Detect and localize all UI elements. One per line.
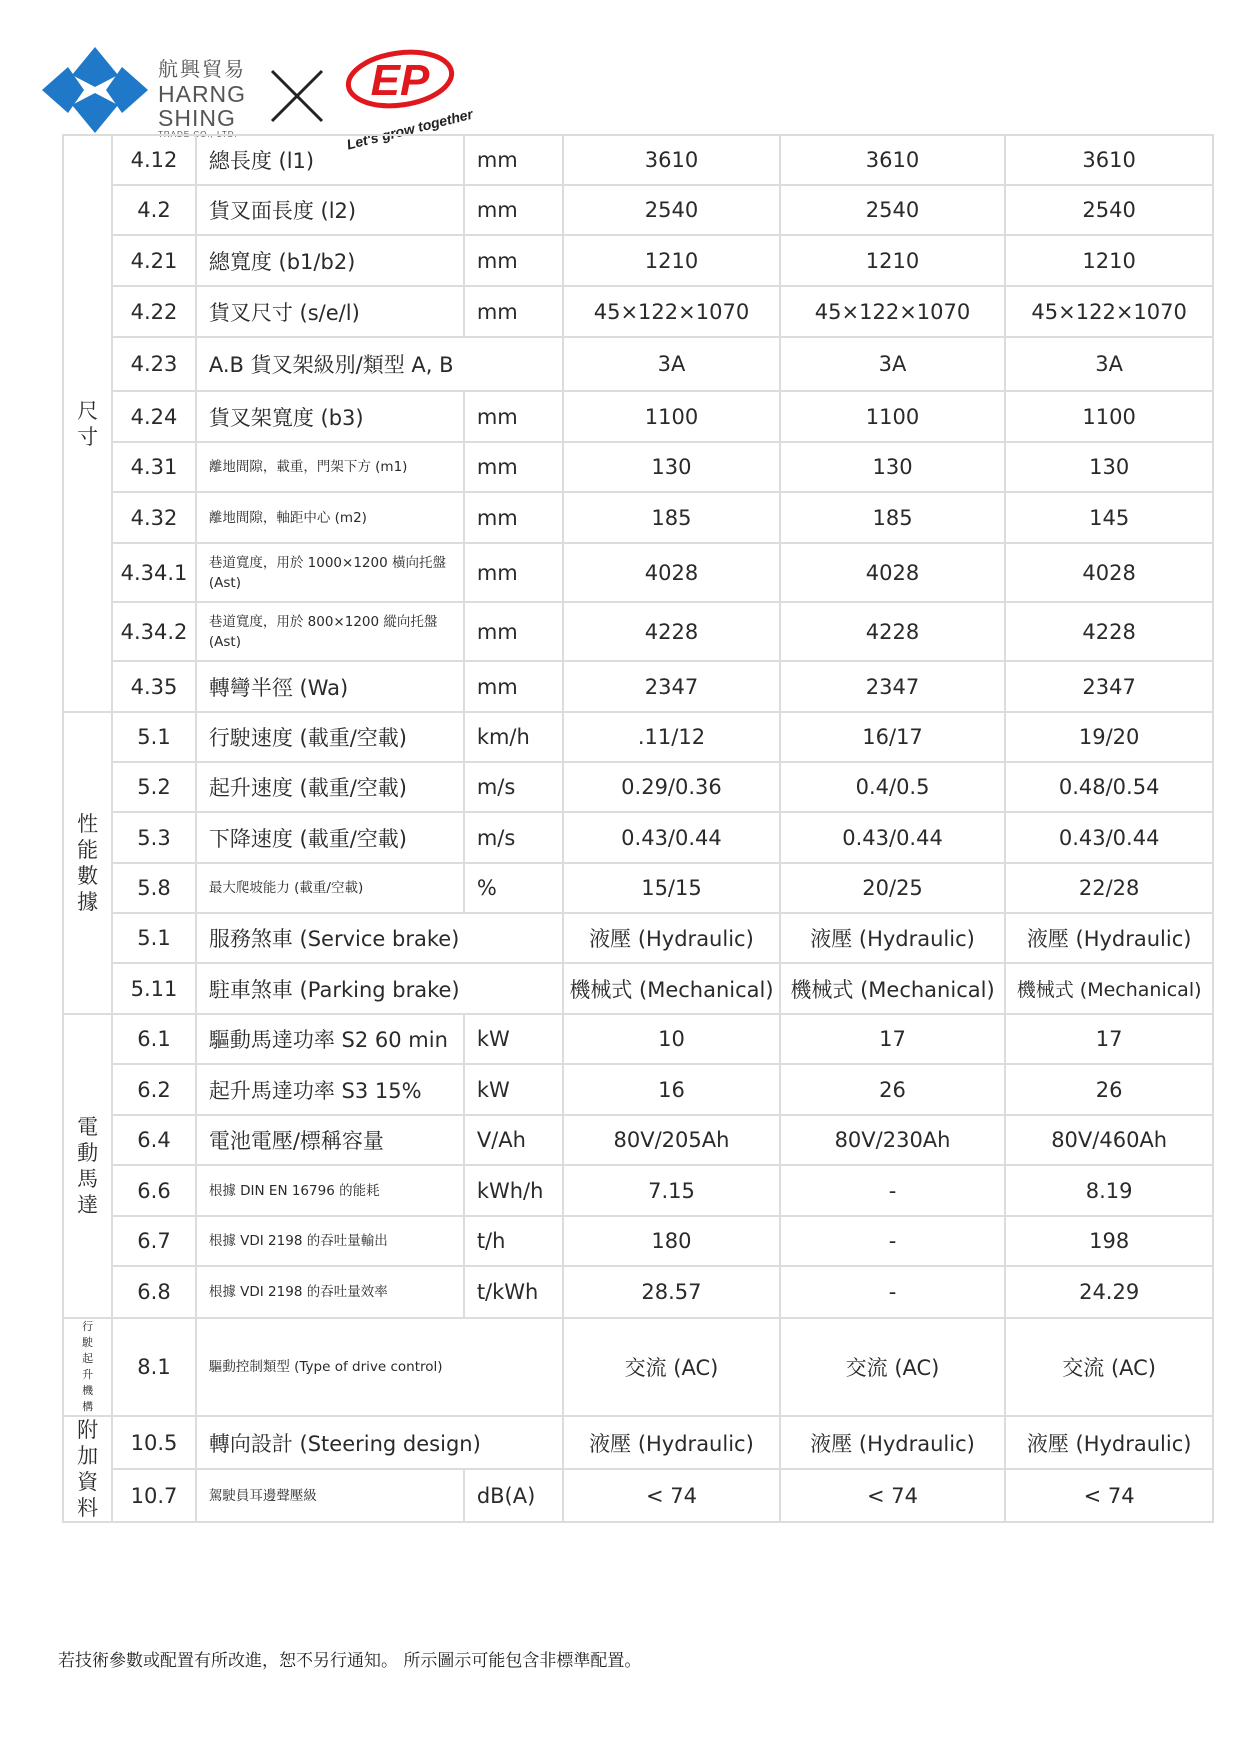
value-model-3: 2347: [1005, 661, 1213, 712]
value-model-3: 26: [1005, 1064, 1213, 1115]
row-unit: dB(A): [464, 1469, 563, 1522]
footer-note: 若技術參數或配置有所改進，恕不另行通知。 所示圖示可能包含非標準配置。: [58, 1651, 642, 1671]
value-model-1: 交流 (AC): [563, 1318, 780, 1416]
row-description: 根據 VDI 2198 的吞吐量輸出: [196, 1216, 464, 1266]
row-number: 6.4: [112, 1115, 196, 1165]
row-unit: mm: [464, 602, 563, 661]
value-model-3: 2540: [1005, 185, 1213, 235]
row-number: 10.5: [112, 1416, 196, 1469]
value-model-2: 液壓 (Hydraulic): [780, 913, 1006, 963]
row-unit: mm: [464, 391, 563, 442]
table-row: [63, 602, 1213, 661]
table-row: [63, 1115, 1213, 1165]
row-description: 根據 VDI 2198 的吞吐量效率: [196, 1266, 464, 1318]
row-description: 驅動控制類型 (Type of drive control): [196, 1318, 563, 1416]
row-number: 6.8: [112, 1266, 196, 1318]
row-number: 4.34.2: [112, 602, 196, 661]
table-row: [63, 185, 1213, 235]
table-row: [63, 863, 1213, 913]
row-description: 轉向設計 (Steering design): [196, 1416, 563, 1469]
value-model-1: 3610: [563, 135, 780, 185]
row-number: 5.1: [112, 913, 196, 963]
row-unit: km/h: [464, 712, 563, 762]
value-model-1: 80V/205Ah: [563, 1115, 780, 1165]
value-model-2: 185: [780, 492, 1006, 543]
value-model-3: < 74: [1005, 1469, 1213, 1522]
row-number: 4.35: [112, 661, 196, 712]
table-row: [63, 1216, 1213, 1266]
row-number: 4.32: [112, 492, 196, 543]
row-description: 服務煞車 (Service brake): [196, 913, 563, 963]
category-dimensions: 尺 寸: [63, 135, 112, 712]
value-model-1: 液壓 (Hydraulic): [563, 913, 780, 963]
row-number: 4.22: [112, 286, 196, 337]
value-model-2: -: [780, 1216, 1006, 1266]
value-model-2: 機械式 (Mechanical): [780, 963, 1006, 1014]
row-unit: V/Ah: [464, 1115, 563, 1165]
harng-shing-logo-icon: [40, 45, 150, 135]
value-model-1: 4228: [563, 602, 780, 661]
value-model-3: 1100: [1005, 391, 1213, 442]
table-row: [63, 543, 1213, 602]
value-model-1: 0.29/0.36: [563, 762, 780, 812]
table-row: [63, 1165, 1213, 1216]
table-row: [63, 1416, 1213, 1469]
value-model-2: 4028: [780, 543, 1006, 602]
row-unit: mm: [464, 286, 563, 337]
row-unit: mm: [464, 442, 563, 492]
value-model-2: 2347: [780, 661, 1006, 712]
table-row: [63, 913, 1213, 963]
cross-icon: [268, 67, 326, 125]
value-model-2: 1210: [780, 235, 1006, 286]
company-name-en-1: HARNG: [158, 81, 247, 107]
value-model-1: 16: [563, 1064, 780, 1115]
table-row: [63, 235, 1213, 286]
row-description: 駐車煞車 (Parking brake): [196, 963, 563, 1014]
table-row: [63, 391, 1213, 442]
company-name-en-3: TRADE CO., LTD.: [158, 130, 238, 139]
value-model-1: 1210: [563, 235, 780, 286]
row-description: 起升速度 (載重/空載): [196, 762, 464, 812]
value-model-2: -: [780, 1266, 1006, 1318]
row-unit: t/kWh: [464, 1266, 563, 1318]
value-model-2: < 74: [780, 1469, 1006, 1522]
row-number: 6.7: [112, 1216, 196, 1266]
row-number: 6.6: [112, 1165, 196, 1216]
table-row: [63, 442, 1213, 492]
table-row: [63, 337, 1213, 391]
row-description: 離地間隙，軸距中心 (m2): [196, 492, 464, 543]
row-unit: mm: [464, 492, 563, 543]
spec-table-body: [63, 135, 1213, 1522]
value-model-2: 0.4/0.5: [780, 762, 1006, 812]
value-model-1: < 74: [563, 1469, 780, 1522]
value-model-3: 0.43/0.44: [1005, 812, 1213, 863]
table-row: [63, 1014, 1213, 1064]
value-model-1: 3A: [563, 337, 780, 391]
category-electric-motor: 電 動 馬 達: [63, 1014, 112, 1318]
value-model-3: 3610: [1005, 135, 1213, 185]
category-additional: 附 加 資 料: [63, 1416, 112, 1522]
spec-table: [62, 134, 1214, 1523]
row-number: 4.31: [112, 442, 196, 492]
value-model-2: 26: [780, 1064, 1006, 1115]
value-model-3: 80V/460Ah: [1005, 1115, 1213, 1165]
value-model-1: 10: [563, 1014, 780, 1064]
value-model-2: 45×122×1070: [780, 286, 1006, 337]
value-model-1: 130: [563, 442, 780, 492]
row-description: A.B 貨叉架級別/類型 A, B: [196, 337, 563, 391]
row-unit: mm: [464, 135, 563, 185]
value-model-1: 7.15: [563, 1165, 780, 1216]
value-model-3: 22/28: [1005, 863, 1213, 913]
header: [40, 45, 475, 153]
value-model-2: 1100: [780, 391, 1006, 442]
value-model-3: 液壓 (Hydraulic): [1005, 913, 1213, 963]
category-drive-mechanism: 行 駛 起 升 機 構: [63, 1318, 112, 1416]
row-number: 5.8: [112, 863, 196, 913]
row-description: 離地間隙，載重，門架下方 (m1): [196, 442, 464, 492]
table-row: [63, 1469, 1213, 1522]
table-row: [63, 661, 1213, 712]
value-model-3: 130: [1005, 442, 1213, 492]
row-description: 驅動馬達功率 S2 60 min: [196, 1014, 464, 1064]
table-row: [63, 812, 1213, 863]
value-model-3: 8.19: [1005, 1165, 1213, 1216]
table-row: [63, 712, 1213, 762]
value-model-1: 185: [563, 492, 780, 543]
value-model-3: 145: [1005, 492, 1213, 543]
value-model-1: 28.57: [563, 1266, 780, 1318]
table-row: [63, 1064, 1213, 1115]
value-model-2: 80V/230Ah: [780, 1115, 1006, 1165]
value-model-1: 45×122×1070: [563, 286, 780, 337]
value-model-2: 交流 (AC): [780, 1318, 1006, 1416]
value-model-2: 3610: [780, 135, 1006, 185]
value-model-2: 20/25: [780, 863, 1006, 913]
table-row: [63, 1266, 1213, 1318]
row-number: 10.7: [112, 1469, 196, 1522]
company-name-en-2: SHING: [158, 105, 236, 131]
value-model-1: 180: [563, 1216, 780, 1266]
row-number: 5.11: [112, 963, 196, 1014]
row-description: 總長度 (l1): [196, 135, 464, 185]
row-description: 轉彎半徑 (Wa): [196, 661, 464, 712]
row-description: 總寬度 (b1/b2): [196, 235, 464, 286]
row-number: 4.23: [112, 337, 196, 391]
row-unit: t/h: [464, 1216, 563, 1266]
value-model-2: 3A: [780, 337, 1006, 391]
value-model-3: 交流 (AC): [1005, 1318, 1213, 1416]
value-model-1: 1100: [563, 391, 780, 442]
company-name: [158, 53, 246, 139]
row-unit: kWh/h: [464, 1165, 563, 1216]
table-row: [63, 1318, 1213, 1416]
row-unit: mm: [464, 185, 563, 235]
row-description: 根據 DIN EN 16796 的能耗: [196, 1165, 464, 1216]
value-model-2: 0.43/0.44: [780, 812, 1006, 863]
ep-slogan: Let's grow together: [345, 105, 475, 153]
ep-logo-text: EP: [370, 56, 430, 105]
row-unit: kW: [464, 1014, 563, 1064]
value-model-2: 16/17: [780, 712, 1006, 762]
value-model-3: 198: [1005, 1216, 1213, 1266]
row-number: 4.12: [112, 135, 196, 185]
value-model-2: 2540: [780, 185, 1006, 235]
row-unit: m/s: [464, 812, 563, 863]
value-model-1: 2347: [563, 661, 780, 712]
table-row: [63, 762, 1213, 812]
value-model-3: 1210: [1005, 235, 1213, 286]
value-model-3: 3A: [1005, 337, 1213, 391]
value-model-3: 24.29: [1005, 1266, 1213, 1318]
row-description: 貨叉架寬度 (b3): [196, 391, 464, 442]
value-model-1: 15/15: [563, 863, 780, 913]
value-model-3: 4028: [1005, 543, 1213, 602]
value-model-1: 4028: [563, 543, 780, 602]
table-row: [63, 963, 1213, 1014]
value-model-2: 130: [780, 442, 1006, 492]
value-model-2: 17: [780, 1014, 1006, 1064]
row-unit: %: [464, 863, 563, 913]
row-unit: mm: [464, 661, 563, 712]
value-model-3: 0.48/0.54: [1005, 762, 1213, 812]
value-model-3: 機械式 (Mechanical): [1005, 963, 1213, 1014]
ep-logo-icon: [340, 47, 460, 117]
row-unit: mm: [464, 235, 563, 286]
table-row: [63, 286, 1213, 337]
row-unit: mm: [464, 543, 563, 602]
category-performance: 性 能 數 據: [63, 712, 112, 1014]
row-description: 巷道寬度，用於 1000×1200 橫向托盤 (Ast): [196, 543, 464, 602]
row-number: 5.1: [112, 712, 196, 762]
value-model-1: 液壓 (Hydraulic): [563, 1416, 780, 1469]
table-row: [63, 135, 1213, 185]
value-model-3: 17: [1005, 1014, 1213, 1064]
value-model-1: 機械式 (Mechanical): [563, 963, 780, 1014]
table-row: [63, 492, 1213, 543]
row-number: 4.24: [112, 391, 196, 442]
value-model-1: 0.43/0.44: [563, 812, 780, 863]
row-number: 4.21: [112, 235, 196, 286]
value-model-3: 4228: [1005, 602, 1213, 661]
value-model-2: 4228: [780, 602, 1006, 661]
row-description: 貨叉面長度 (l2): [196, 185, 464, 235]
row-number: 5.2: [112, 762, 196, 812]
row-description: 貨叉尺寸 (s/e/l): [196, 286, 464, 337]
row-description: 巷道寬度，用於 800×1200 縱向托盤 (Ast): [196, 602, 464, 661]
value-model-3: 45×122×1070: [1005, 286, 1213, 337]
row-description: 駕駛員耳邊聲壓級: [196, 1469, 464, 1522]
row-description: 電池電壓/標稱容量: [196, 1115, 464, 1165]
row-number: 4.2: [112, 185, 196, 235]
row-description: 下降速度 (載重/空載): [196, 812, 464, 863]
row-description: 起升馬達功率 S3 15%: [196, 1064, 464, 1115]
row-unit: kW: [464, 1064, 563, 1115]
value-model-1: .11/12: [563, 712, 780, 762]
row-number: 8.1: [112, 1318, 196, 1416]
row-number: 6.2: [112, 1064, 196, 1115]
row-description: 最大爬坡能力 (載重/空載): [196, 863, 464, 913]
value-model-2: -: [780, 1165, 1006, 1216]
row-unit: m/s: [464, 762, 563, 812]
row-number: 6.1: [112, 1014, 196, 1064]
value-model-2: 液壓 (Hydraulic): [780, 1416, 1006, 1469]
value-model-3: 19/20: [1005, 712, 1213, 762]
row-number: 5.3: [112, 812, 196, 863]
row-number: 4.34.1: [112, 543, 196, 602]
value-model-1: 2540: [563, 185, 780, 235]
row-description: 行駛速度 (載重/空載): [196, 712, 464, 762]
value-model-3: 液壓 (Hydraulic): [1005, 1416, 1213, 1469]
company-name-cn: 航興貿易: [158, 57, 246, 81]
